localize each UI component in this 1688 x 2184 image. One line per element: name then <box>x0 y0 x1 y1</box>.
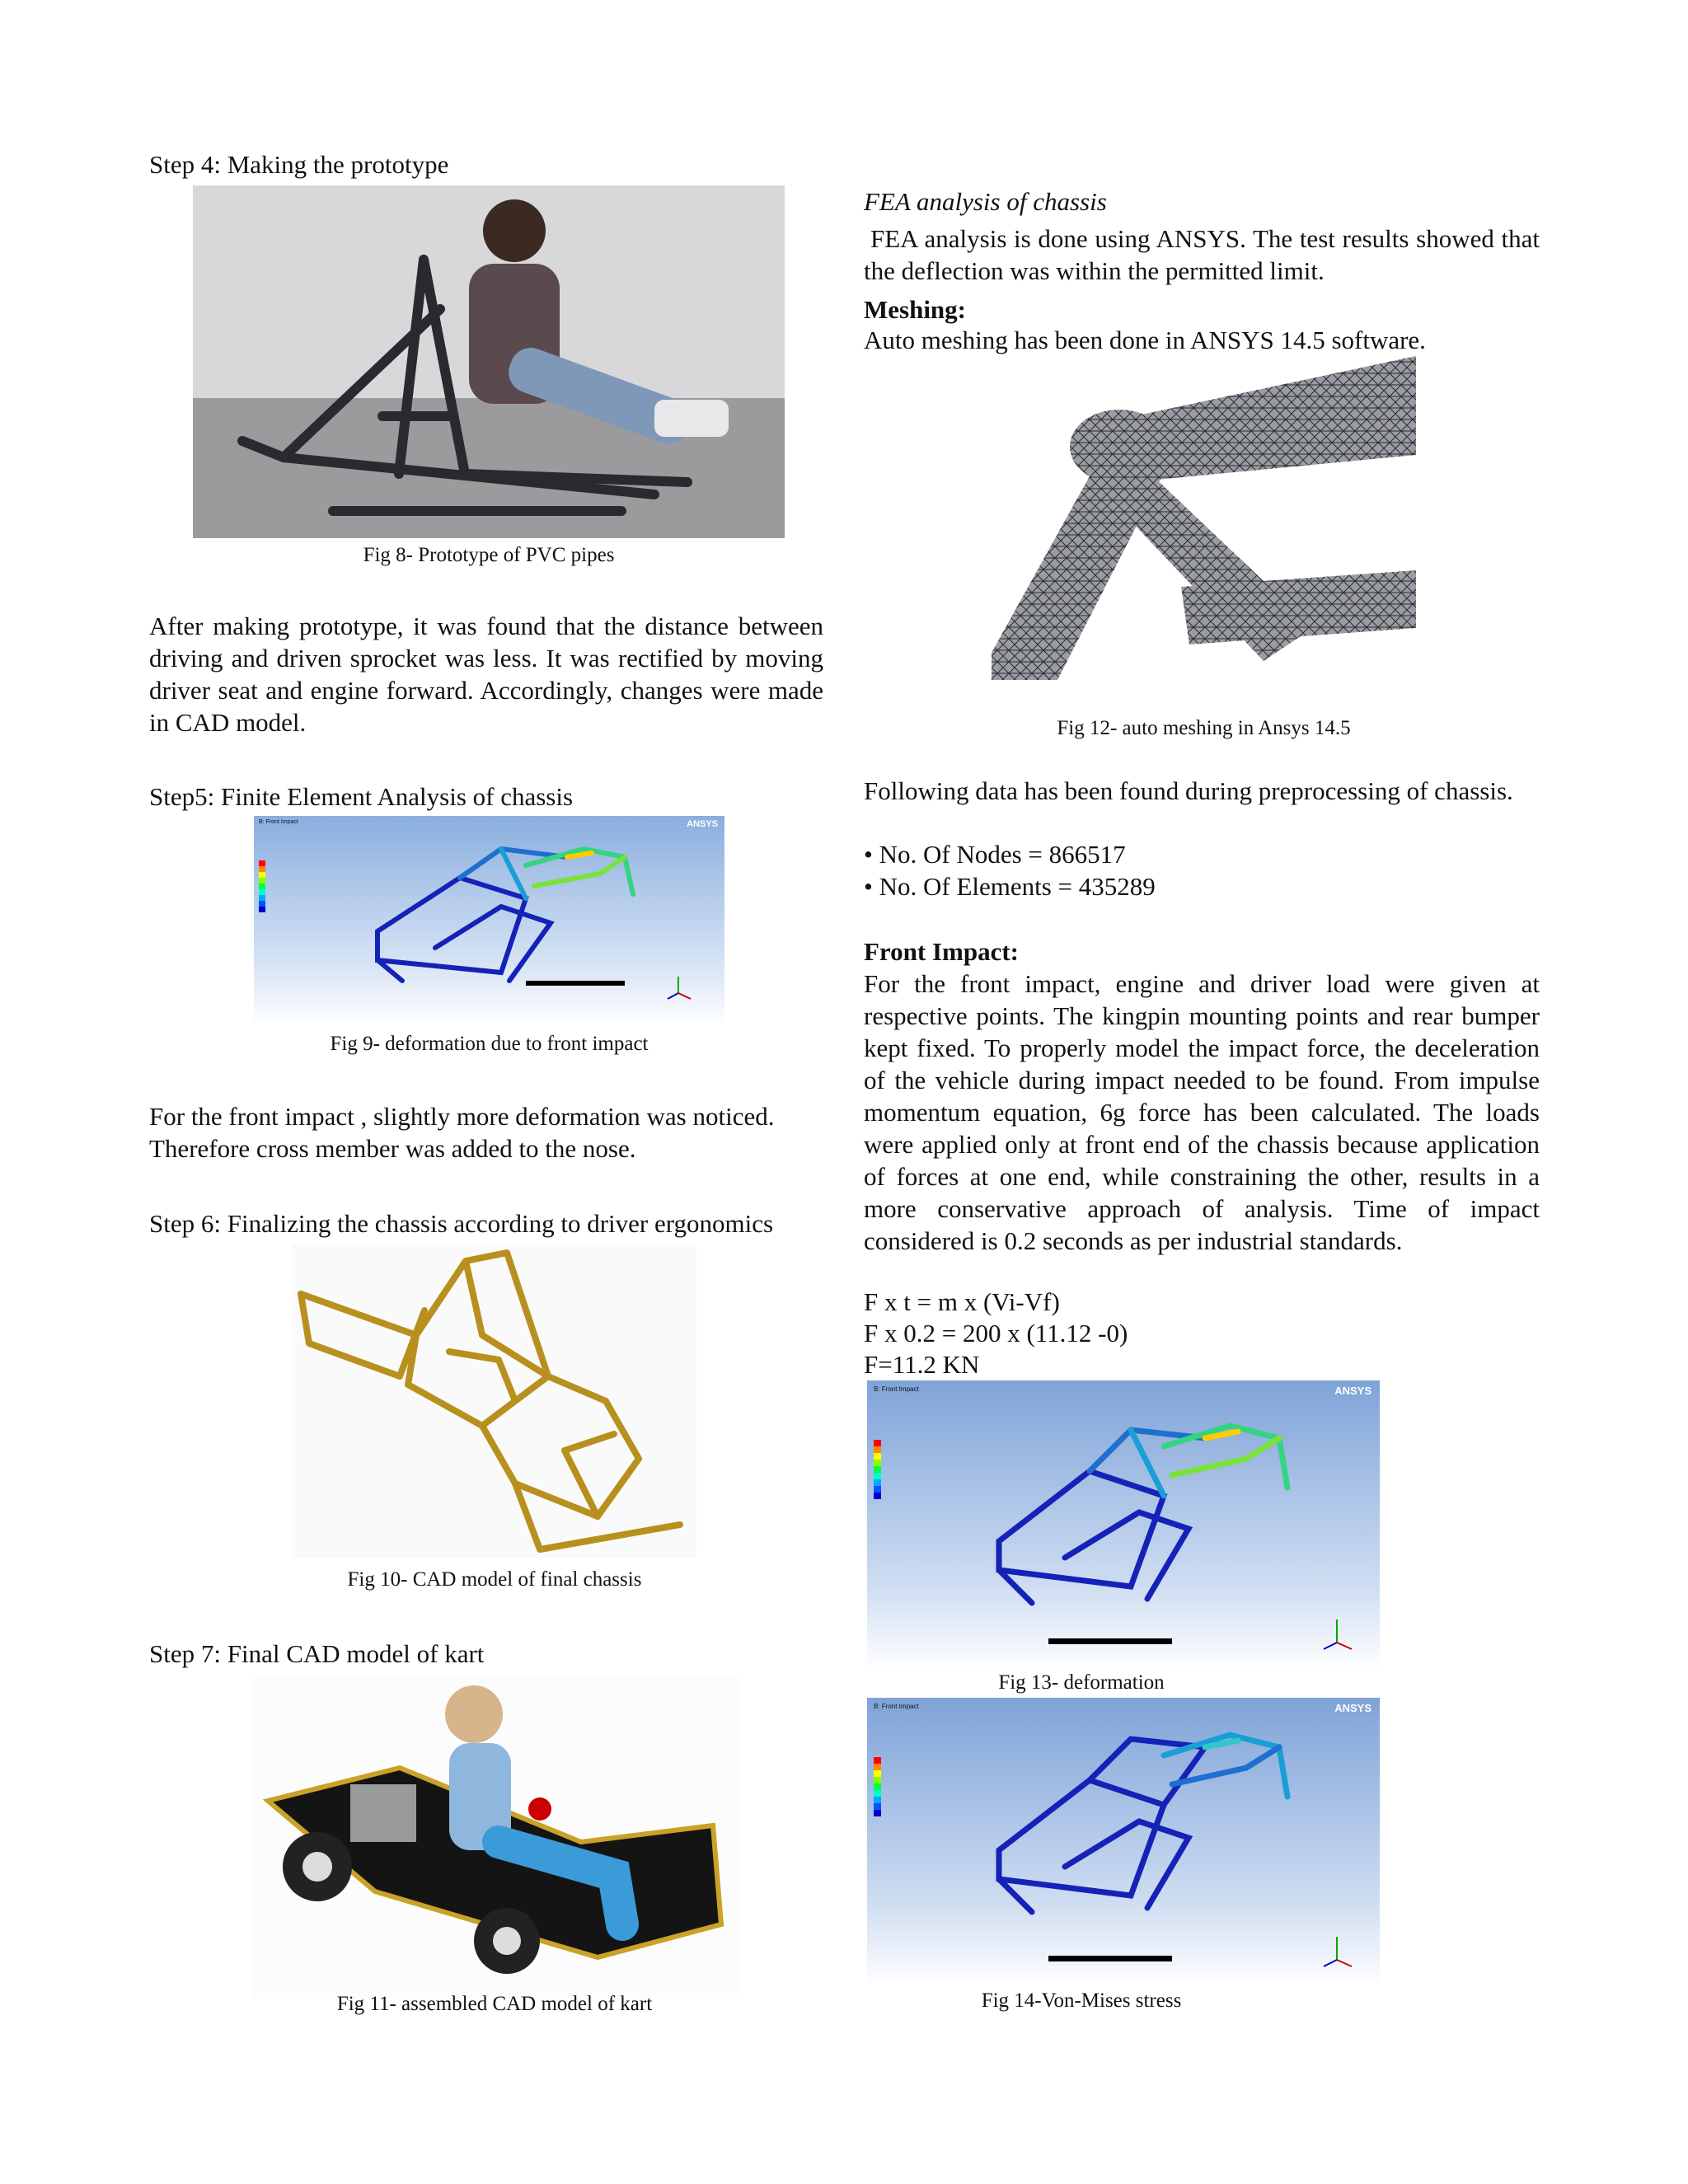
fig14-ansys-logo: ANSYS <box>1334 1702 1372 1714</box>
equation-2: F x 0.2 = 200 x (11.12 -0) <box>864 1319 1128 1347</box>
fig9-caption: Fig 9- deformation due to front impact <box>330 1033 649 1055</box>
fig11-caption: Fig 11- assembled CAD model of kart <box>336 1993 653 2015</box>
step4-heading: Step 4: Making the prototype <box>149 150 449 179</box>
nodes-item: • No. Of Nodes = 866517 <box>864 840 1126 869</box>
equation-3: F=11.2 KN <box>864 1350 980 1379</box>
fig14-ansys-von-mises <box>867 1698 1380 1986</box>
fea-heading: FEA analysis of chassis <box>864 187 1107 216</box>
fig9-ansys-deformation <box>254 816 724 1026</box>
fig10-cad-chassis <box>293 1244 696 1558</box>
fig11-kart-model <box>251 1677 738 1999</box>
fig13-caption: Fig 13- deformation <box>998 1671 1165 1694</box>
fig13-ansys-logo: ANSYS <box>1334 1385 1372 1397</box>
fig14-caption: Fig 14-Von-Mises stress <box>981 1990 1182 2012</box>
fig9-ansys-title: B: Front Impact <box>259 819 298 825</box>
elements-item: • No. Of Elements = 435289 <box>864 872 1156 901</box>
fig10-caption: Fig 10- CAD model of final chassis <box>347 1568 642 1591</box>
meshing-heading: Meshing: <box>864 295 966 324</box>
preprocessing-paragraph: Following data has been found during preprocessing of chassis. <box>864 776 1513 805</box>
prototype-paragraph: After making prototype, it was found that the distance between driving and driven sprocket was less. It was rectified by moving driver seat and engine forward. Accordingly, changes were made in CAD model. <box>149 612 823 737</box>
fig12-caption: Fig 12- auto meshing in Ansys 14.5 <box>1057 717 1351 739</box>
front-impact-heading: Front Impact: <box>864 937 1019 966</box>
fig13-ansys-title: B: Front Impact <box>874 1385 919 1393</box>
step6-heading: Step 6: Finalizing the chassis according to driver ergonomics <box>149 1209 774 1238</box>
fig14-ansys-title: B: Front Impact <box>874 1703 919 1710</box>
fig13-ansys-deformation <box>867 1380 1380 1671</box>
fig8-caption: Fig 8- Prototype of PVC pipes <box>363 544 615 566</box>
fig12-auto-mesh <box>992 356 1416 680</box>
equation-1: F x t = m x (Vi-Vf) <box>864 1287 1060 1316</box>
step7-heading: Step 7: Final CAD model of kart <box>149 1639 485 1668</box>
front-impact-paragraph: For the front impact, engine and driver load were given at respective points. The kingpin mounting points and rear bumper kept fixed. To properly model the impact force, the deceleration of the vehicle during impact needed to be found. From impulse momentum equation, 6g force has been calculated. The loads were applied only at front end of the chassis because application of forces at one end, while constraining the other, results in a more conservative approach of analysis. Time of impact considered is 0.2 seconds as per industrial standards. <box>864 969 1540 1255</box>
step5-heading: Step5: Finite Element Analysis of chassis <box>149 782 574 811</box>
fig8-prototype-photo <box>193 185 785 538</box>
front-deformation-paragraph: For the front impact , slightly more deformation was noticed. Therefore cross member was added to the nose. <box>149 1102 775 1163</box>
fea-paragraph: FEA analysis is done using ANSYS. The test results showed that the deflection was within the permitted limit. <box>864 224 1540 285</box>
meshing-text: Auto meshing has been done in ANSYS 14.5 software. <box>864 326 1426 354</box>
fig9-ansys-logo: ANSYS <box>687 819 718 829</box>
